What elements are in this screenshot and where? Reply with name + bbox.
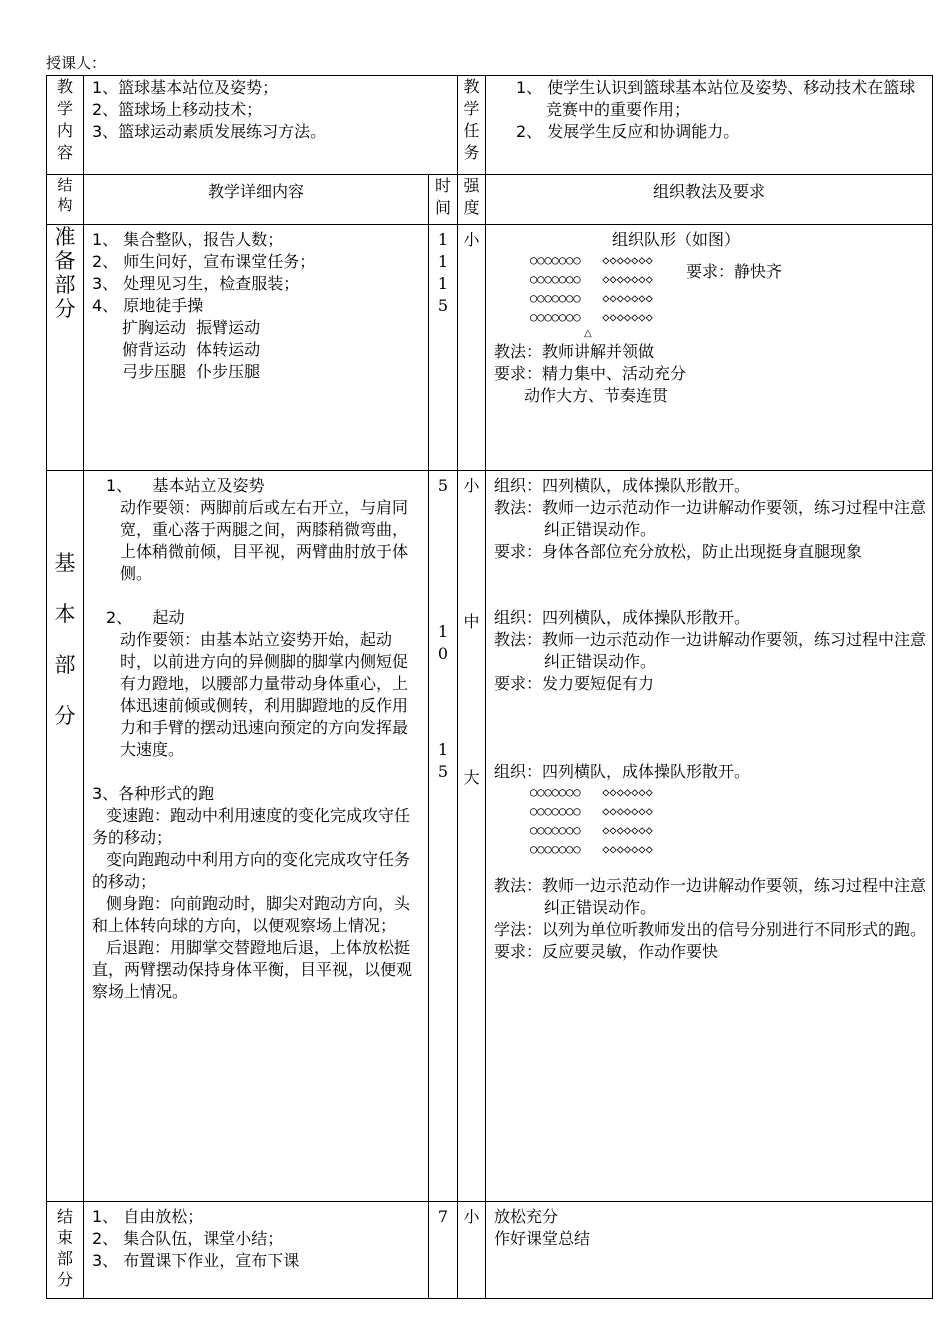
prep-method-text: 教法：教师讲解并领做: [494, 342, 655, 361]
header-detail: 教学详细内容: [84, 175, 429, 225]
end-time: 7: [429, 1202, 458, 1299]
section-body: 动作要领：两脚前后或左右开立，与肩同宽，重心落于两腿之间，两膝稍微弯曲，上体稍微前倾，目平视，两臂曲肘放于体侧。: [120, 498, 409, 583]
prep-req: 要求：精力集中、活动充分: [494, 364, 687, 383]
header-structure: 结 构: [47, 175, 84, 225]
task-items: [486, 76, 933, 175]
prep-req: 动作大方、节奏连贯: [524, 386, 669, 405]
content-items: [84, 76, 458, 175]
end-item: 3、 布置课下作业，宣布下课: [92, 1251, 300, 1270]
basic-method: 组织：四列横队，成体操队形散开。 教法：教师一边示范动作一边讲解动作要领，练习过程中注意纠正错误动作。 要求：身体各部位充分放松，防止出现挺身直腿现象 组织：四列横队，成体操队形散开。 教法：教师一边示范动作一边讲解动作要领，练习过程中注意纠正错误动作。 要求：发力要短促有力 组织：四列横队，成体操队形散开。 ○○○○○○○ ◇◇◇◇◇◇◇ ○○○○○○○ ◇◇◇◇◇◇◇ ○○○○○○○ ◇◇◇◇◇◇◇ ○○○○○○○ ◇◇◇◇◇◇◇ 教法：教师一边示范动作一边讲解动作要领，练习过程中注意纠正错误动作。 学法：以列为单位听教师发出的信号分别进行不同形式的跑。 要求：反应要灵敏，作动作要快: [486, 471, 933, 1202]
formation-row: ○○○○○○○ ◇◇◇◇◇◇◇: [530, 842, 653, 856]
formation-row: ○○○○○○○ ◇◇◇◇◇◇◇: [530, 253, 653, 267]
teacher-marker-icon: △: [584, 328, 592, 339]
formation-row: ○○○○○○○ ◇◇◇◇◇◇◇: [530, 804, 653, 818]
content-item: 3、篮球运动素质发展练习方法。: [92, 122, 327, 141]
section-title: 3、各种形式的跑: [92, 784, 215, 803]
formation-row: ○○○○○○○ ◇◇◇◇◇◇◇: [530, 785, 653, 799]
prep-exercise: 俯背运动 体转运动: [122, 340, 261, 359]
basic-time: 5 1 0 1 5: [429, 471, 458, 1202]
prep-method: [486, 225, 933, 471]
basic-label: 基 本 部 分: [47, 471, 84, 1202]
header-time: 时 间: [429, 175, 458, 225]
end-intensity: 小: [458, 1202, 486, 1299]
instructor-label: 授课人：: [46, 54, 107, 72]
header-method: 组织教法及要求: [486, 175, 933, 225]
section-title: 1、 基本站立及姿势: [106, 476, 265, 495]
prep-time: 1 1 1 5: [429, 225, 458, 471]
lesson-plan-table: [46, 75, 933, 1299]
formation-requirement: 要求：静快齐: [686, 262, 783, 281]
section-body: 变速跑：跑动中利用速度的变化完成攻守任务的移动；: [92, 806, 411, 847]
end-label: 结 束 部 分: [47, 1202, 84, 1299]
task-item: 2、 发展学生反应和协调能力。: [516, 122, 740, 141]
prep-exercise: 弓步压腿 仆步压腿: [122, 362, 261, 381]
end-method: 放松充分 作好课堂总结: [486, 1202, 933, 1299]
prep-item: 3、 处理见习生，检查服装；: [92, 274, 300, 293]
task-label: 教 学 任 务: [458, 76, 486, 175]
section-body: 侧身跑：向前跑动时，脚尖对跑动方向，头和上体转向球的方向，以便观察场上情况；: [92, 894, 411, 935]
prep-item: 1、 集合整队，报告人数；: [92, 230, 284, 249]
header-intensity: 强 度: [458, 175, 486, 225]
content-item: 2、篮球场上移动技术；: [92, 100, 263, 119]
prep-item: 4、 原地徒手操: [92, 296, 204, 315]
formation-row: ○○○○○○○ ◇◇◇◇◇◇◇: [530, 272, 653, 286]
prep-label: 准 备 部 分: [47, 225, 84, 471]
formation-row: ○○○○○○○ ◇◇◇◇◇◇◇: [530, 823, 653, 837]
content-item: 1、篮球基本站位及姿势；: [92, 78, 279, 97]
formation-diagram: [494, 783, 926, 859]
formation-diagram: [494, 251, 926, 341]
prep-intensity: 小: [458, 225, 486, 471]
content-label: 教 学 内 容: [47, 76, 84, 175]
formation-row: ○○○○○○○ ◇◇◇◇◇◇◇: [530, 291, 653, 305]
end-content: [84, 1202, 429, 1299]
basic-intensity: 小 中 大: [458, 471, 486, 1202]
end-item: 1、 自由放松；: [92, 1207, 204, 1226]
end-item: 2、 集合队伍，课堂小结；: [92, 1229, 284, 1248]
formation-row: ○○○○○○○ ◇◇◇◇◇◇◇: [530, 310, 653, 324]
section-body: 后退跑：用脚掌交替蹬地后退，上体放松挺直，两臂摆动保持身体平衡，目平视，以便观察场上情况。: [92, 938, 413, 1001]
basic-content: [84, 471, 429, 1202]
task-item: 1、 使学生认识到篮球基本站位及姿势、移动技术在篮球竞赛中的重要作用；: [516, 78, 916, 119]
section-body: 变向跑跑动中利用方向的变化完成攻守任务的移动；: [92, 850, 411, 891]
prep-exercise: 扩胸运动 振臂运动: [122, 318, 261, 337]
section-body: 动作要领：由基本站立姿势开始，起动时，以前进方向的异侧脚的脚掌内侧短促有力蹬地，以腰部力量带动身体重心，上体迅速前倾或侧转，利用脚蹬地的反作用力和手臂的摆动迅速向预定的方向发挥最大速度。: [120, 630, 409, 759]
formation-title: 组织队形（如图）: [612, 230, 741, 249]
prep-content: [84, 225, 429, 471]
section-title: 2、 起动: [106, 608, 185, 627]
prep-item: 2、 师生问好，宣布课堂任务；: [92, 252, 316, 271]
